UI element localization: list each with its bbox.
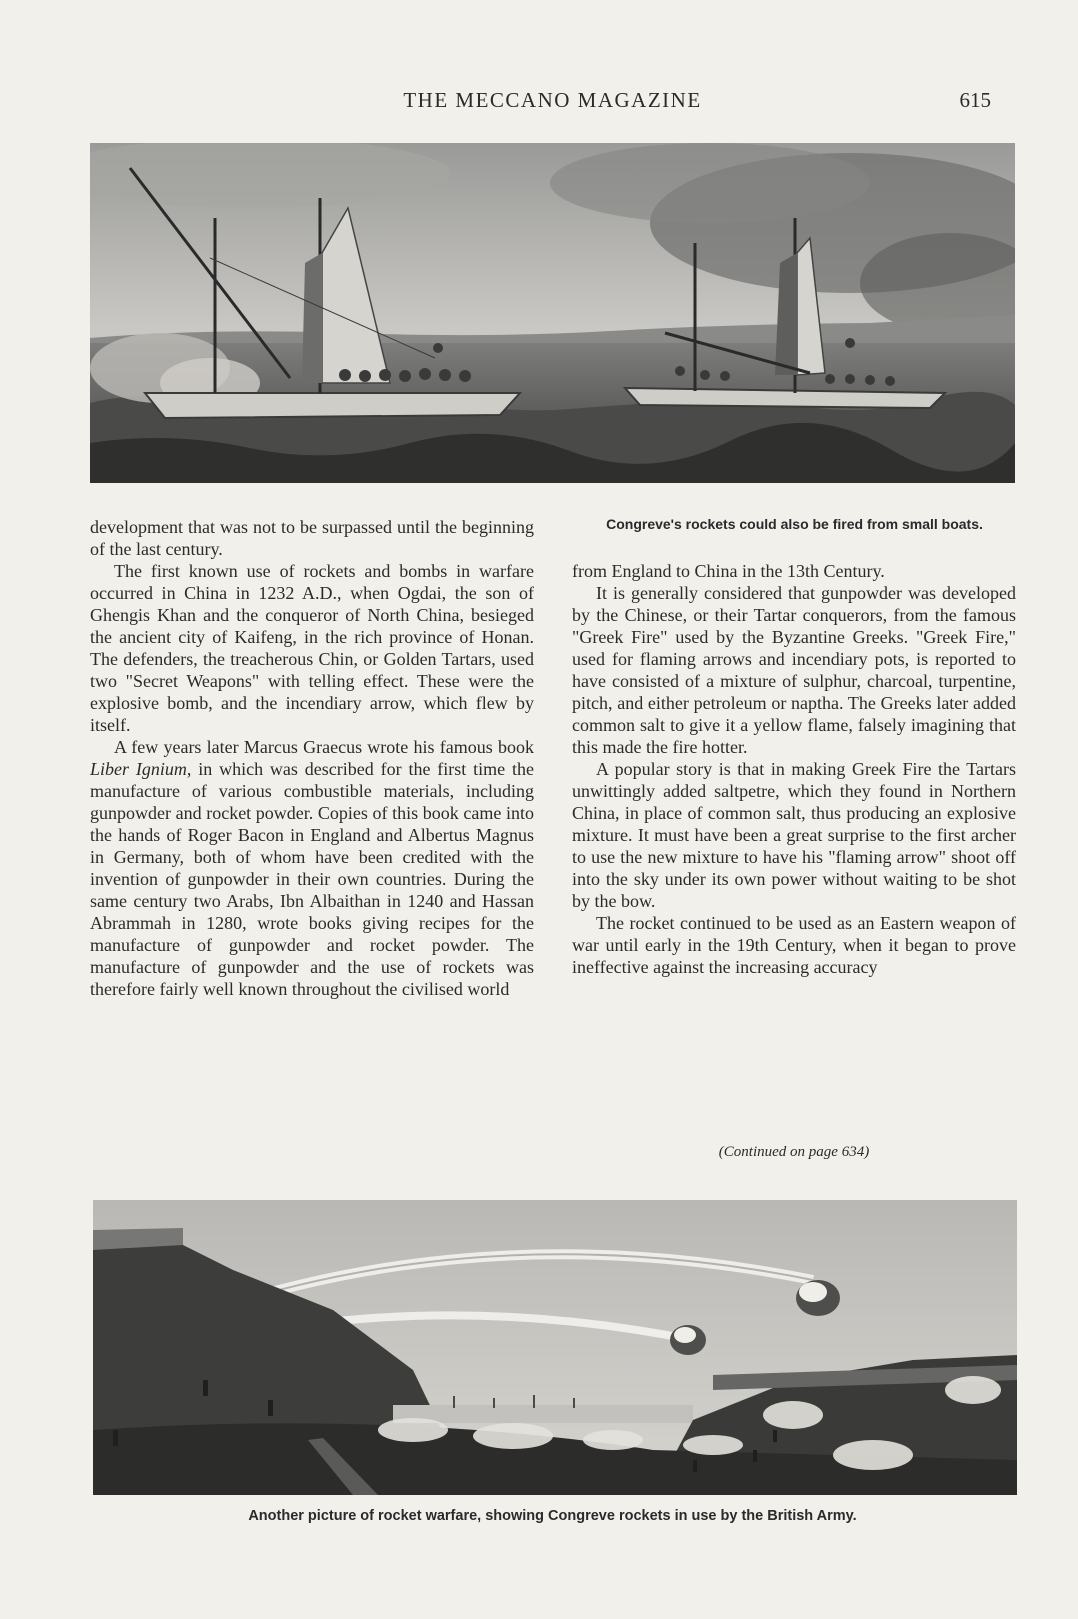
paragraph-text: , in which was described for the first time the manufacture of various combustible materials, including gunpowder and rocket powder. Copies of this book came into the hands of Roger Bacon in England and Albertus Magnus in Germany, both of whom have been credited with the invention of gunpowder in their own countries. During the same century two Arabs, Ibn Albaithan in 1240 and Hassan Abrammah in 1280, wrote books giving recipes for the manufacture of gunpowder and rocket powder. The manufacture of gunpowder and the use of rockets was therefore fairly well known throughout the civilised world (90, 759, 534, 999)
page-number: 615 (959, 88, 991, 112)
army-rockets-illustration (93, 1200, 1017, 1495)
paragraph: The first known use of rockets and bombs in warfare occurred in China in 1232 A.D., when Ogdai, the son of Ghengis Khan and the conqueror of North China, besieged the ancient city of Kaifeng, in the rich province of Honan. The defenders, the treacherous Chin, or Golden Tartars, used two "Secret Weapons" with telling effect. These were the explosive bomb, and the incendiary arrow, which flew by itself. (90, 561, 534, 735)
army-rockets-illustration-drawing (93, 1200, 1017, 1495)
book-title: Liber Ignium (90, 759, 187, 779)
article-left-column (90, 516, 534, 1000)
paragraph: development that was not to be surpassed until the beginning of the last century. (90, 517, 534, 559)
paragraph: from England to China in the 13th Century. (572, 561, 885, 581)
top-illustration-caption: Congreve's rockets could also be fired from small boats. (606, 516, 983, 532)
article-right-column (572, 560, 1016, 978)
paragraph: A popular story is that in making Greek Fire the Tartars unwittingly added saltpetre, which they found in Northern China, in place of common salt, thus producing an explosive mixture. It must have been a great surprise to the first archer to use the new mixture to have his "flaming arrow" shoot off into the sky under its own power without waiting to be shot by the bow. (572, 759, 1016, 911)
magazine-title: THE MECCANO MAGAZINE (403, 88, 702, 112)
page-header (90, 86, 1015, 116)
paragraph-text: A few years later Marcus Graecus wrote his famous book (114, 737, 534, 757)
paragraph: The rocket continued to be used as an Eastern weapon of war until early in the 19th Century, when it began to prove ineffective against the increasing accuracy (572, 913, 1016, 977)
boats-illustration (90, 143, 1015, 483)
paragraph (90, 736, 534, 1000)
paragraph: It is generally considered that gunpowder was developed by the Chinese, or their Tartar conquerors, from the famous "Greek Fire" used by the Byzantine Greeks. "Greek Fire," used for flaming arrows and incendiary pots, is reported to have consisted of a mixture of sulphur, charcoal, turpentine, pitch, and either petroleum or naptha. The Greeks later added common salt to give it a yellow flame, falsely imagining that this made the fire hotter. (572, 583, 1016, 757)
boats-illustration-drawing (90, 143, 1015, 483)
bottom-illustration-caption: Another picture of rocket warfare, showing Congreve rockets in use by the British Army. (248, 1508, 857, 1524)
continued-note: (Continued on page 634) (718, 1144, 870, 1160)
